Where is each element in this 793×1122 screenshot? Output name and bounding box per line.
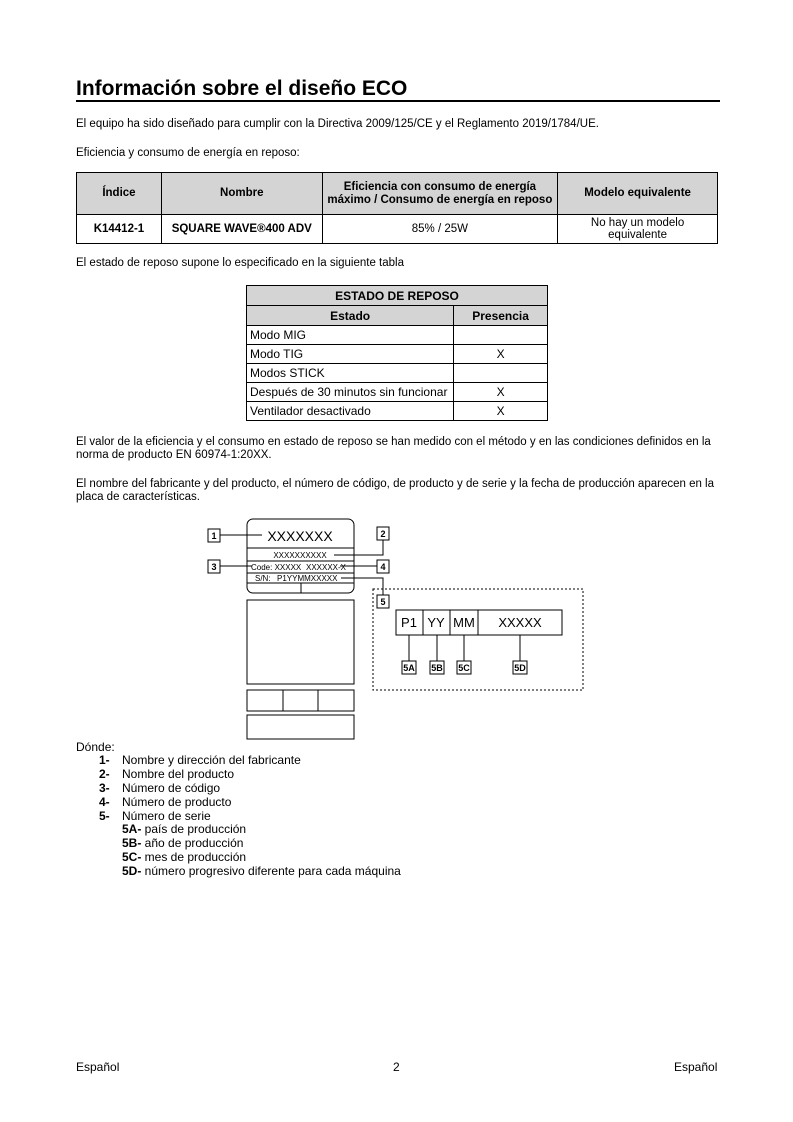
table-row: [247, 345, 548, 364]
list-item: 1- Nombre y dirección del fabricante: [99, 753, 301, 767]
plate-top-block: [247, 519, 354, 593]
list-item: 3- Número de código: [99, 781, 221, 795]
plate-bottom-block: [247, 715, 354, 739]
presence-cell: X: [454, 383, 548, 402]
label-5c: 5C: [458, 663, 470, 673]
label-5c-box: [457, 661, 471, 674]
plate-serial: P1YYMMXXXXX: [277, 574, 338, 583]
label-5b-box: [430, 661, 444, 674]
serial-progressive: XXXXX: [498, 615, 542, 630]
list-item: 2- Nombre del producto: [99, 767, 235, 781]
plate-cells-block: [247, 690, 354, 711]
presence-cell: X: [454, 402, 548, 421]
list-item: 4- Número de producto: [99, 795, 232, 809]
label-5a-box: [402, 661, 416, 674]
page-title: Información sobre el diseño ECO: [76, 77, 408, 100]
presence-cell: X: [454, 345, 548, 364]
label-5d-box: [513, 661, 527, 674]
callout-4-label: 4: [380, 562, 386, 572]
list-item: 5- Número de serie: [99, 809, 211, 823]
plate-product-number: XXXXXX-X: [306, 563, 347, 572]
list-item: 5B- año de producción: [122, 836, 244, 850]
callout-1-label: 1: [211, 531, 217, 541]
idle-intro: El estado de reposo supone lo especificado en la siguiente tabla: [76, 257, 404, 269]
list-item: 5C- mes de producción: [122, 850, 247, 864]
callout-5-box: [377, 595, 389, 608]
cell-index: K14412-1: [77, 215, 162, 244]
serial-country: P1: [401, 615, 417, 630]
page-number: 2: [393, 1060, 400, 1074]
plate-sn-label: S/N:: [255, 574, 271, 583]
table-row: [247, 326, 548, 345]
rating-plate-paragraph: El nombre del fabricante y del producto, el número de código, de producto y de serie y la fecha de producción aparecen en la placa de características.: [76, 478, 715, 503]
state-cell: Modos STICK: [247, 364, 454, 383]
state-cell: Ventilador desactivado: [247, 402, 454, 421]
callout-2-box: [377, 527, 389, 540]
list-item: 5A- país de producción: [122, 822, 247, 836]
measurement-paragraph: El valor de la eficiencia y el consumo en estado de reposo se han medido con el método y en las condiciones definidos en la norma de producto EN 60974-1:20XX.: [76, 436, 711, 461]
footer-language-left: Español: [76, 1060, 120, 1074]
serial-number-box: [396, 610, 562, 635]
header-index: Índice: [77, 173, 162, 215]
presence-cell: [454, 326, 548, 345]
idle-table-title: ESTADO DE REPOSO: [247, 286, 548, 306]
cell-efficiency: 85% / 25W: [322, 215, 558, 244]
title-rule: [76, 100, 720, 102]
header-equivalent-model: Modelo equivalente: [558, 173, 718, 215]
idle-state-table: [246, 285, 548, 421]
label-5a: 5A: [403, 663, 415, 673]
list-item: 5D- número progresivo diferente para cada máquina: [122, 864, 401, 878]
serial-sublegend: [122, 822, 401, 878]
callout-2-label: 2: [380, 529, 386, 539]
efficiency-table: [76, 172, 718, 244]
label-5d: 5D: [514, 663, 526, 673]
serial-month: MM: [453, 615, 475, 630]
presence-cell: [454, 364, 548, 383]
serial-detail-frame: [373, 589, 583, 690]
state-cell: Después de 30 minutos sin funcionar: [247, 383, 454, 402]
header-name: Nombre: [161, 173, 322, 215]
serial-year: YY: [427, 615, 445, 630]
state-cell: Modo TIG: [247, 345, 454, 364]
efficiency-label: Eficiencia y consumo de energía en reposo:: [76, 147, 300, 159]
callout-4-box: [377, 560, 389, 573]
footer-language-right: Español: [674, 1060, 718, 1074]
callout-1-box: [208, 529, 220, 542]
intro-paragraph: El equipo ha sido diseñado para cumplir con la Directiva 2009/125/CE y el Reglamento 2019/1784/UE.: [76, 118, 599, 130]
table-row: [247, 383, 548, 402]
plate-product: XXXXXXXXXX: [273, 551, 327, 560]
callout-3-label: 3: [211, 562, 217, 572]
header-efficiency: Eficiencia con consumo de energía máximo / Consumo de energía en reposo: [322, 173, 558, 215]
legend-list: [99, 753, 301, 823]
callout-3-box: [208, 560, 220, 573]
header-state: Estado: [247, 306, 454, 326]
plate-code: Code: XXXXX: [251, 563, 302, 572]
table-row: [247, 402, 548, 421]
where-label: Dónde:: [76, 740, 115, 754]
cell-equivalent-model: No hay un modelo equivalente: [558, 215, 718, 244]
state-cell: Modo MIG: [247, 326, 454, 345]
table-row: [77, 215, 718, 244]
label-5b: 5B: [431, 663, 443, 673]
cell-name: SQUARE WAVE®400 ADV: [161, 215, 322, 244]
header-presence: Presencia: [454, 306, 548, 326]
callout-5-label: 5: [380, 597, 386, 607]
plate-middle-block: [247, 600, 354, 684]
table-row: [247, 364, 548, 383]
plate-manufacturer: XXXXXXX: [267, 528, 333, 544]
